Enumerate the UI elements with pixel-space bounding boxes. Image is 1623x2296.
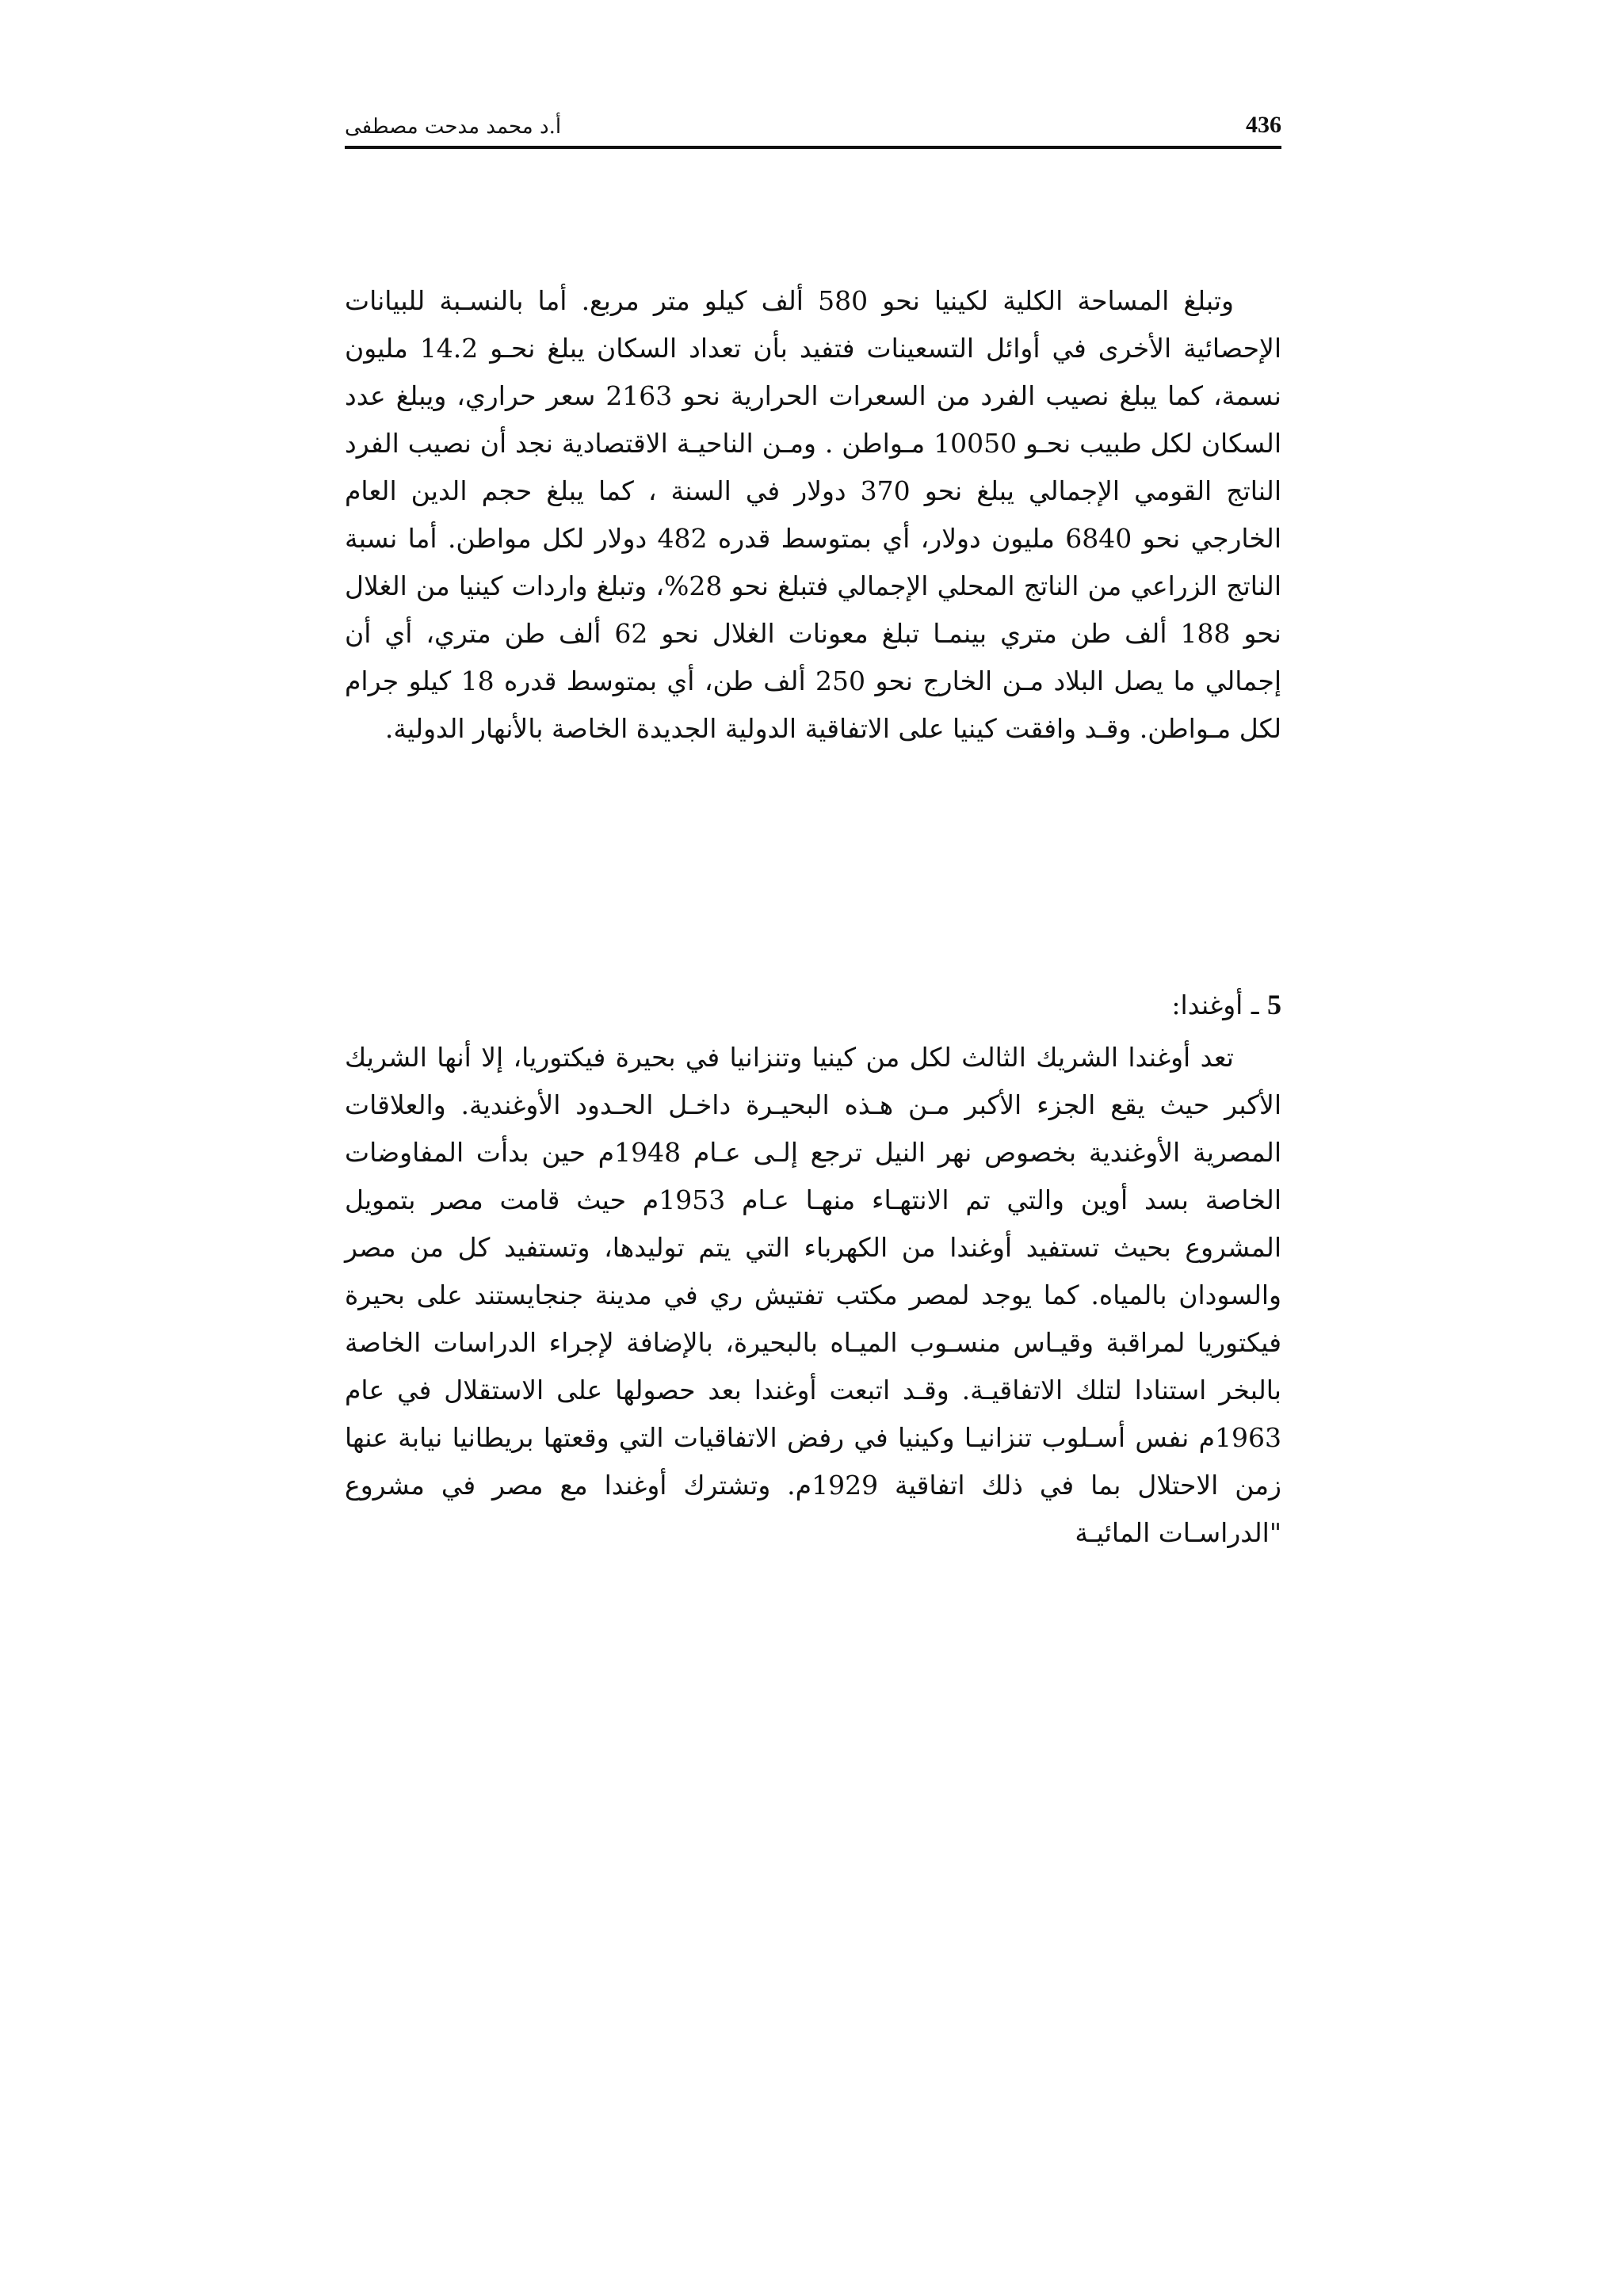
- page-number: 436: [1246, 112, 1281, 138]
- section-number: 5: [1267, 989, 1281, 1020]
- header-rule: [345, 146, 1281, 149]
- section-title: ـ أوغندا:: [1171, 990, 1259, 1020]
- paragraph-kenya-statistics: [345, 277, 1281, 753]
- section-heading-uganda: [345, 981, 1281, 1029]
- running-head-author: أ.د محمد مدحت مصطفى: [345, 115, 562, 139]
- paragraph-uganda-text: تعد أوغندا الشريك الثالث لكل من كينيا وتنزانيا في بحيرة فيكتوريا، إلا أنها الشريك الأكبر حيث يقع الجزء الأكبر مـن هـذه البحيـرة داخـل الحـدود الأوغندية. والعلاقات المصرية الأوغندية بخصوص نهر النيل ترجع إلـى عـام 1948م حين بدأت المفاوضات الخاصة بسد أوين والتي تم الانتهـاء منهـا عـام 1953م حيث قامت مصر بتمويل المشروع بحيث تستفيد أوغندا من الكهرباء التي يتم توليدها، وتستفيد كل من مصر والسودان بالمياه. كما يوجد لمصر مكتب تفتيش ري في مدينة جنجايستند على بحيرة فيكتوريا لمراقبة وقيـاس منسـوب الميـاه بالبحيرة، بالإضافة لإجراء الدراسات الخاصة بالبخر استنادا لتلك الاتفاقيـة. وقـد اتبعت أوغندا بعد حصولها على الاستقلال في عام 1963م نفس أسـلوب تنزانيـا وكينيا في رفض الاتفاقيات التي وقعتها بريطانيا نيابة عنها زمن الاحتلال بما في ذلك اتفاقية 1929م. وتشترك أوغندا مع مصر في مشروع "الدراسـات المائيـة: [345, 1042, 1282, 1548]
- page-header: [345, 109, 1281, 149]
- paragraph-kenya-text: وتبلغ المساحة الكلية لكينيا نحو 580 ألف كيلو متر مربع. أما بالنسـبة للبيانات الإحصائية الأخرى في أوائل التسعينات فتفيد بأن تعداد السكان يبلغ نحـو 14.2 مليون نسمة، كما يبلغ نصيب الفرد من السعرات الحرارية نحو 2163 سعر حراري، ويبلغ عدد السكان لكل طبيب نحـو 10050 مـواطن . ومـن الناحيـة الاقتصادية نجد أن نصيب الفرد الناتج القومي الإجمالي يبلغ نحو 370 دولار في السنة ، كما يبلغ حجم الدين العام الخارجي نحو 6840 مليون دولار، أي بمتوسط قدره 482 دولار لكل مواطن. أما نسبة الناتج الزراعي من الناتج المحلي الإجمالي فتبلغ نحو 28%، وتبلغ واردات كينيا من الغلال نحو 188 ألف طن متري بينمـا تبلغ معونات الغلال نحو 62 ألف طن متري، أي أن إجمالي ما يصل البلاد مـن الخارج نحو 250 ألف طن، أي بمتوسط قدره 18 كيلو جرام لكل مـواطن. وقـد وافقت كينيا على الاتفاقية الدولية الجديدة الخاصة بالأنهار الدولية.: [345, 285, 1282, 744]
- paragraph-uganda: [345, 1034, 1281, 1557]
